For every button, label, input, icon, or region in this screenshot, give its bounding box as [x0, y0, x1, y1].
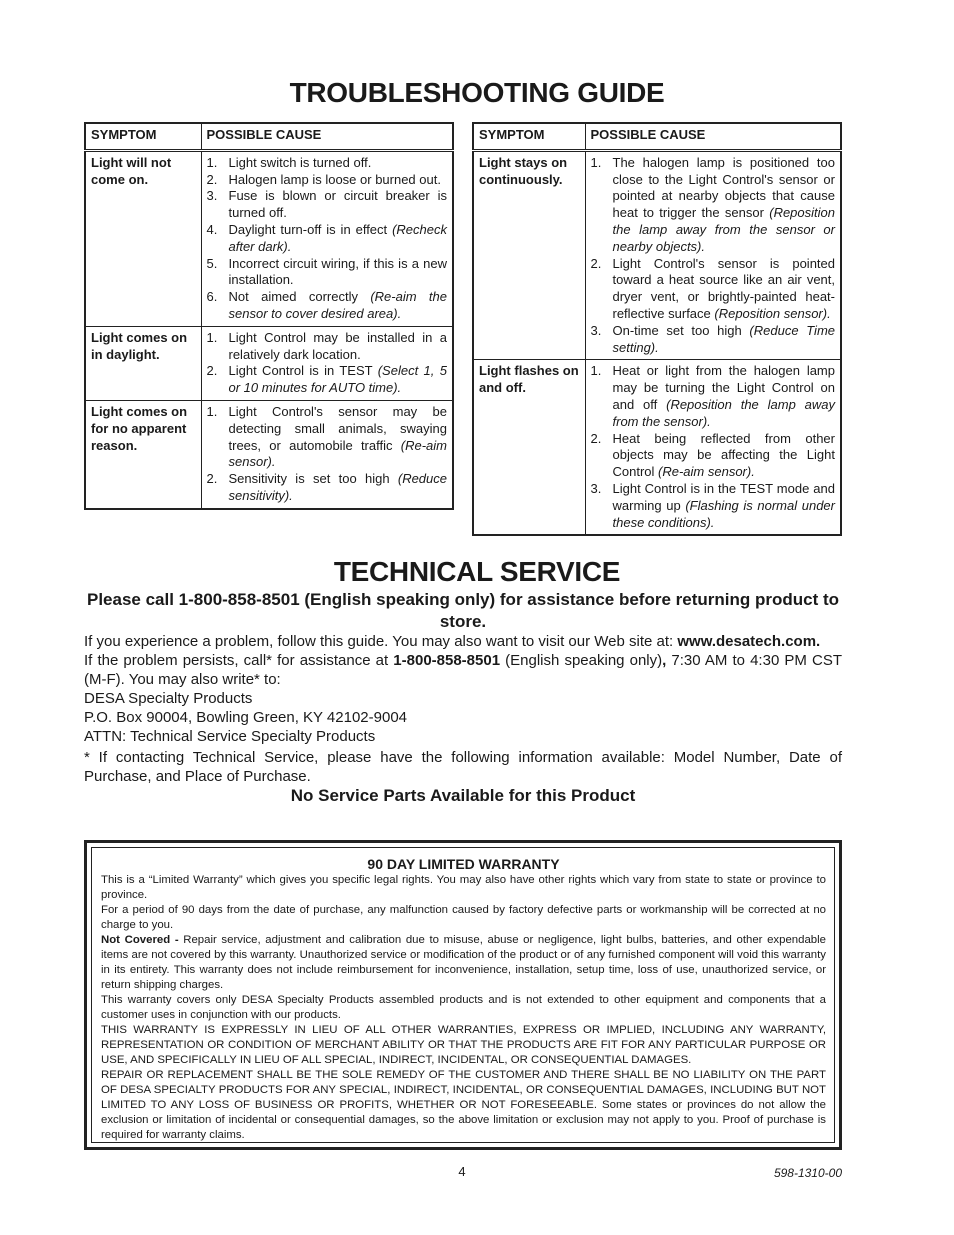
cause-text: Incorrect circuit wiring, if this is a new installation.: [228, 255, 447, 288]
cause-cell: [201, 326, 453, 400]
troubleshooting-row: [85, 150, 453, 326]
cause-remedy: (Reposition sensor).: [714, 305, 831, 321]
warranty-paragraph: This warranty covers only DESA Specialty Products assembled products and is not extended to other equipment and components that a customer uses in conjunction with our products.: [101, 994, 826, 1021]
address-line-2: P.O. Box 90004, Bowling Green, KY 42102-9004: [84, 709, 408, 726]
symptom-cell: Light will not come on.: [85, 150, 201, 326]
no-service-parts-notice: No Service Parts Available for this Product: [290, 786, 636, 805]
cause-item: [207, 363, 448, 397]
cause-item: [207, 404, 448, 471]
cause-item: [591, 323, 836, 357]
cause-item: [207, 172, 448, 189]
cause-text: Heat being reflected from other objects may be affecting the Light Control: [612, 430, 835, 480]
cause-number: 3.: [590, 322, 602, 338]
cause-text: Light Control is in TEST: [228, 363, 378, 379]
cause-number: 1.: [590, 363, 602, 379]
cause-number: 3.: [206, 188, 218, 204]
technical-service-title: TECHNICAL SERVICE: [333, 556, 621, 587]
troubleshooting-table-left: [84, 122, 454, 510]
cause-number: 2.: [206, 471, 218, 487]
cause-remedy: (Flashing is normal under these conditions).: [612, 497, 835, 530]
warranty-title: 90 DAY LIMITED WARRANTY: [367, 856, 560, 872]
troubleshooting-row: [85, 326, 453, 400]
document-code: 598-1310-00: [773, 1166, 842, 1180]
symptom-cell: Light comes on in daylight.: [85, 326, 201, 400]
cause-text: Heat or light from the halogen lamp may be turning the Light Control on and off: [612, 363, 835, 412]
cause-remedy: (Reposition the lamp away from the sensor or nearby objects).: [612, 205, 835, 254]
cause-item: [591, 155, 836, 256]
call-paragraph: If the problem persists, call* for assistance at 1-800-858-8501 (English speaking only), 7:30 AM to 4:30 PM CST (M-F). You may also write* to:: [84, 652, 842, 688]
troubleshooting-row: [85, 400, 453, 508]
warranty-paragraph: This is a “Limited Warranty” which gives you specific legal rights. You may also have other rights which vary from state to state or province to province.: [101, 874, 826, 901]
possible-cause-header: POSSIBLE CAUSE: [201, 123, 453, 150]
cause-text: Light Control is in the TEST mode and warming up: [612, 480, 835, 513]
possible-cause-header: POSSIBLE CAUSE: [585, 123, 841, 150]
call-instructions: Please call 1-800-858-8501 (English speaking only) for assistance before returning product to store.: [86, 590, 840, 631]
cause-number: 1.: [206, 403, 218, 419]
cause-item: [591, 481, 836, 531]
cause-item: [207, 289, 448, 323]
cause-number: 2.: [590, 255, 602, 271]
cause-remedy: (Re-aim sensor).: [658, 464, 755, 480]
info-note: * If contacting Technical Service, please have the following information available: Model Number, Date of Purchase, and Place of Purchase.: [84, 749, 842, 785]
symptom-cell: Light comes on for no apparent reason.: [85, 400, 201, 508]
cause-item: [207, 471, 448, 505]
web-paragraph: If you experience a problem, follow this guide. You may also want to visit our Web site at: www.desatech.com.: [84, 633, 821, 650]
symptom-header: SYMPTOM: [473, 123, 585, 150]
cause-item: [591, 431, 836, 481]
cause-cell: [585, 360, 841, 535]
cause-item: [207, 222, 448, 256]
cause-remedy: (Re-aim the sensor to cover desired area).: [228, 289, 447, 321]
troubleshooting-row: [473, 150, 841, 360]
troubleshooting-table-right: [472, 122, 842, 536]
cause-number: 1.: [590, 154, 602, 170]
cause-item: [207, 256, 448, 290]
warranty-paragraph: For a period of 90 days from the date of purchase, any malfunction caused by factory defective parts or workmanship will be corrected at no charge to you.: [101, 904, 826, 931]
cause-item: [591, 363, 836, 430]
cause-item: [207, 330, 448, 364]
cause-text: Light Control may be installed in a relatively dark location.: [228, 329, 447, 362]
cause-number: 4.: [206, 221, 218, 237]
cause-remedy: (Select 1, 5 or 10 minutes for AUTO time).: [228, 363, 447, 396]
cause-remedy: (Recheck after dark).: [228, 221, 447, 254]
cause-text: The halogen lamp is positioned too close to the Light Control's sensor or pointed at nearby objects that cause heat to trigger the sensor: [612, 154, 835, 221]
cause-remedy: (Reposition the lamp away from the sensor).: [612, 396, 835, 429]
symptom-cell: Light stays on continuously.: [473, 150, 585, 360]
cause-text: On-time set too high: [612, 322, 750, 338]
cause-text: Not aimed correctly: [228, 289, 371, 305]
cause-number: 3.: [590, 480, 602, 496]
warranty-paragraph: REPAIR OR REPLACEMENT SHALL BE THE SOLE REMEDY OF THE CUSTOMER AND THERE SHALL BE NO LIABILITY ON THE PART OF DESA SPECIALTY PRODUCTS FOR ANY SPECIAL, INDIRECT, INCIDENTAL, OR CONSEQUENTIAL DAMAGES, INCLUDING BUT NOT LIMITED TO ANY LOSS OF BUSINESS OR PROFITS, WHETHER OR NOT FORESEEABLE. Some states or provinces do not allow the exclusion or limitation of incidental or consequential damages, so the above limitation or exclusion may not apply to you. Proof of purchase is required for warranty claims.: [101, 1069, 826, 1141]
cause-number: 5.: [206, 255, 218, 271]
technical-service-body: [84, 632, 842, 786]
cause-number: 2.: [590, 430, 602, 446]
symptom-header: SYMPTOM: [85, 123, 201, 150]
warranty-paragraph: THIS WARRANTY IS EXPRESSLY IN LIEU OF ALL OTHER WARRANTIES, EXPRESS OR IMPLIED, INCLUDING ANY WARRANTY, REPRESENTATION OR CONDITION OF MERCHANT ABILITY OR THAT THE PRODUCTS ARE FIT FOR ANY PARTICULAR PURPOSE OR USE, AND SPECIFICALLY IN LIEU OF ALL SPECIAL, INDIRECT, INCIDENTAL, OR CONSEQUENTIAL DAMAGES.: [101, 1024, 826, 1066]
cause-text: Fuse is blown or circuit breaker is turned off.: [228, 188, 447, 221]
troubleshooting-title: TROUBLESHOOTING GUIDE: [289, 77, 665, 108]
warranty-box: [84, 840, 842, 1150]
cause-text: Light Control's sensor may be detecting small animals, swaying trees, or automobile traffic: [228, 403, 447, 453]
cause-number: 1.: [206, 329, 218, 345]
cause-text: Light Control's sensor is pointed toward a heat source like an air vent, dryer vent, or brightly-painted heat-reflective surface: [612, 255, 835, 321]
cause-text: Halogen lamp is loose or burned out.: [228, 171, 441, 187]
cause-cell: [201, 400, 453, 508]
cause-remedy: (Re-aim sensor).: [228, 437, 447, 470]
cause-cell: [585, 150, 841, 360]
address-line-3: ATTN: Technical Service Specialty Products: [84, 728, 376, 745]
cause-item: [207, 188, 448, 222]
cause-number: 1.: [206, 154, 218, 170]
cause-item: [207, 155, 448, 172]
cause-text: Daylight turn-off is in effect: [228, 221, 393, 237]
symptom-cell: Light flashes on and off.: [473, 360, 585, 535]
troubleshooting-row: [473, 360, 841, 535]
page-number: 4: [458, 1164, 466, 1179]
cause-item: [591, 256, 836, 323]
cause-remedy: (Reduce Time setting).: [612, 322, 836, 355]
cause-number: 2.: [206, 363, 218, 379]
cause-text: Light switch is turned off.: [228, 154, 372, 170]
address-line-1: DESA Specialty Products: [84, 690, 253, 707]
website-link[interactable]: www.desatech.com.: [677, 633, 821, 650]
cause-number: 6.: [206, 289, 218, 305]
cause-cell: [201, 150, 453, 326]
warranty-paragraph: Not Covered - Repair service, adjustment and calibration due to misuse, abuse or negligence, light bulbs, batteries, and other expendable items are not covered by this warranty. Unauthorized service or modification of the product or of any furnished component will void this warranty in its entirety. This warranty does not include reimbursement for inconvenience, installation, setup time, loss of use, unauthorized service, or return shipping charges.: [101, 934, 826, 991]
cause-number: 2.: [206, 171, 218, 187]
cause-text: Sensitivity is set too high: [228, 471, 398, 487]
phone-number[interactable]: 1-800-858-8501: [393, 652, 501, 669]
cause-remedy: (Reduce sensitivity).: [228, 471, 447, 503]
